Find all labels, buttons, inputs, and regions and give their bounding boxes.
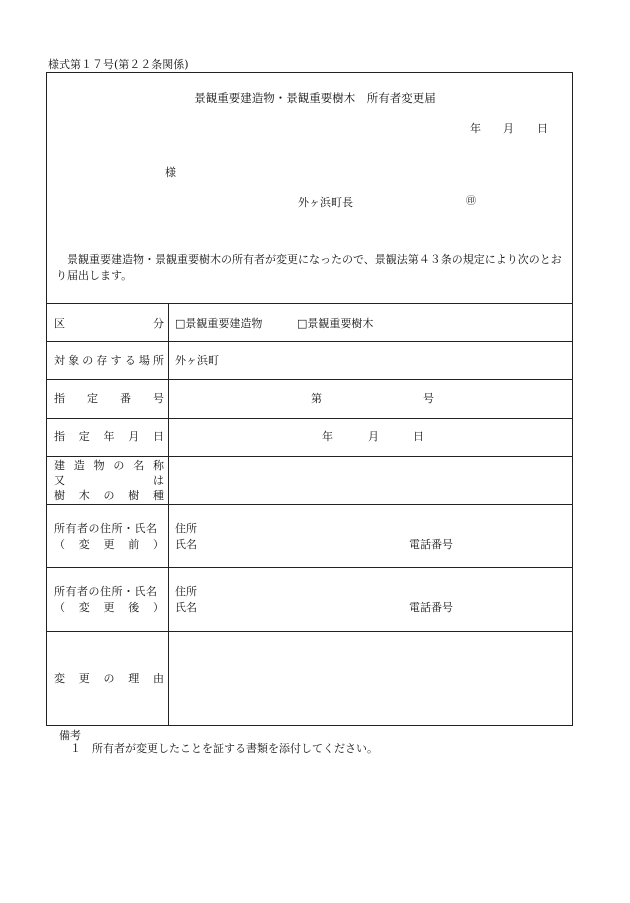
declaration-text: 景観重要建造物・景観重要樹木の所有者が変更になったので、景観法第４３条の規定により次のとおり届出します。: [56, 253, 562, 282]
label-char: 番: [120, 392, 131, 405]
designation-number-suffix: 号: [423, 392, 434, 405]
label-char: 所: [152, 354, 164, 367]
label-char: 存: [96, 354, 108, 367]
owner-after-sublabel: [54, 602, 164, 613]
label-char: ）: [153, 601, 164, 614]
label-char: 号: [153, 392, 164, 405]
label-char: 月: [128, 430, 140, 443]
row-divider: [46, 418, 573, 419]
label-char: ）: [153, 538, 164, 551]
date-month: 月: [503, 122, 514, 135]
designation-number-label: [54, 393, 164, 404]
label-char: 場: [138, 354, 150, 367]
location-value: 外ヶ浜町: [175, 354, 219, 367]
owner-after-label: 所有者の住所・氏名: [54, 585, 158, 598]
building-name-label: [54, 460, 164, 471]
owner-after-address-label: 住所: [175, 585, 197, 598]
designation-date-day: 日: [413, 430, 424, 443]
label-char: す: [110, 354, 122, 367]
label-char: の: [103, 672, 115, 685]
label-char: 木: [78, 489, 90, 502]
label-char: る: [124, 354, 136, 367]
label-char: 対: [54, 354, 65, 367]
label-char: 変: [78, 601, 90, 614]
addressee-suffix: 様: [165, 166, 176, 179]
owner-before-label: 所有者の住所・氏名: [54, 522, 158, 535]
form-number-label: 様式第１７号(第２２条関係): [48, 58, 189, 71]
label-char: 称: [152, 459, 164, 472]
label-char: 名: [133, 459, 145, 472]
tree-species-label: [54, 490, 164, 501]
owner-before-address-label: 住所: [175, 522, 197, 535]
row-divider: [46, 567, 573, 568]
label-char: 物: [93, 459, 105, 472]
label-char: 日: [153, 430, 164, 443]
designation-date-label: [54, 431, 164, 442]
label-char: 更: [103, 601, 115, 614]
row-divider: [46, 303, 573, 304]
owner-after-name-label: 氏名: [175, 601, 197, 614]
owner-before-name-label: 氏名: [175, 538, 197, 551]
date-year: 年: [470, 122, 481, 135]
label-char: 変: [54, 672, 65, 685]
designation-date-year: 年: [322, 430, 333, 443]
label-char: 前: [128, 538, 140, 551]
reason-label: [54, 673, 164, 684]
label-char: 理: [128, 672, 140, 685]
category-label: 区 分: [54, 317, 164, 330]
label-char: 変: [78, 538, 90, 551]
designation-date-month: 月: [368, 430, 379, 443]
row-divider: [46, 631, 573, 632]
owner-after-phone-label: 電話番号: [409, 601, 453, 614]
or-label: 又 は: [54, 474, 164, 487]
label-char: 由: [153, 672, 164, 685]
label-char: 指: [54, 392, 65, 405]
label-char: 建: [54, 459, 65, 472]
label-char: 年: [103, 430, 115, 443]
label-char: 樹: [54, 489, 65, 502]
label-char: 更: [78, 672, 90, 685]
seal-mark: ㊞: [466, 196, 476, 207]
row-divider: [46, 456, 573, 457]
owner-before-phone-label: 電話番号: [409, 538, 453, 551]
label-char: 更: [103, 538, 115, 551]
notes-heading: 備考: [59, 729, 81, 742]
designation-number-prefix: 第: [311, 392, 322, 405]
label-char: （: [54, 601, 65, 614]
form-title: 景観重要建造物・景観重要樹木 所有者変更届: [194, 91, 436, 105]
row-divider: [46, 379, 573, 380]
label-char: の: [103, 489, 115, 502]
label-char: （: [54, 538, 65, 551]
category-option-building[interactable]: □景観重要建造物: [175, 317, 263, 330]
mayor-title: 外ヶ浜町長: [298, 196, 353, 209]
row-divider: [46, 504, 573, 505]
category-option-tree[interactable]: □景観重要樹木: [297, 317, 374, 330]
label-char: 種: [153, 489, 164, 502]
row-divider: [46, 341, 573, 342]
label-char: の: [82, 354, 94, 367]
label-char: 指: [54, 430, 65, 443]
label-char: 後: [128, 601, 140, 614]
location-label: [54, 355, 164, 366]
label-char: の: [113, 459, 125, 472]
label-char: 定: [87, 392, 98, 405]
notes-item-1: １ 所有者が変更したことを証する書類を添付してください。: [70, 742, 378, 755]
label-char: 象: [68, 354, 80, 367]
label-char: 定: [78, 430, 90, 443]
owner-before-sublabel: [54, 539, 164, 550]
label-char: 樹: [128, 489, 140, 502]
date-day: 日: [537, 122, 548, 135]
label-char: 造: [73, 459, 85, 472]
column-divider: [168, 303, 169, 726]
